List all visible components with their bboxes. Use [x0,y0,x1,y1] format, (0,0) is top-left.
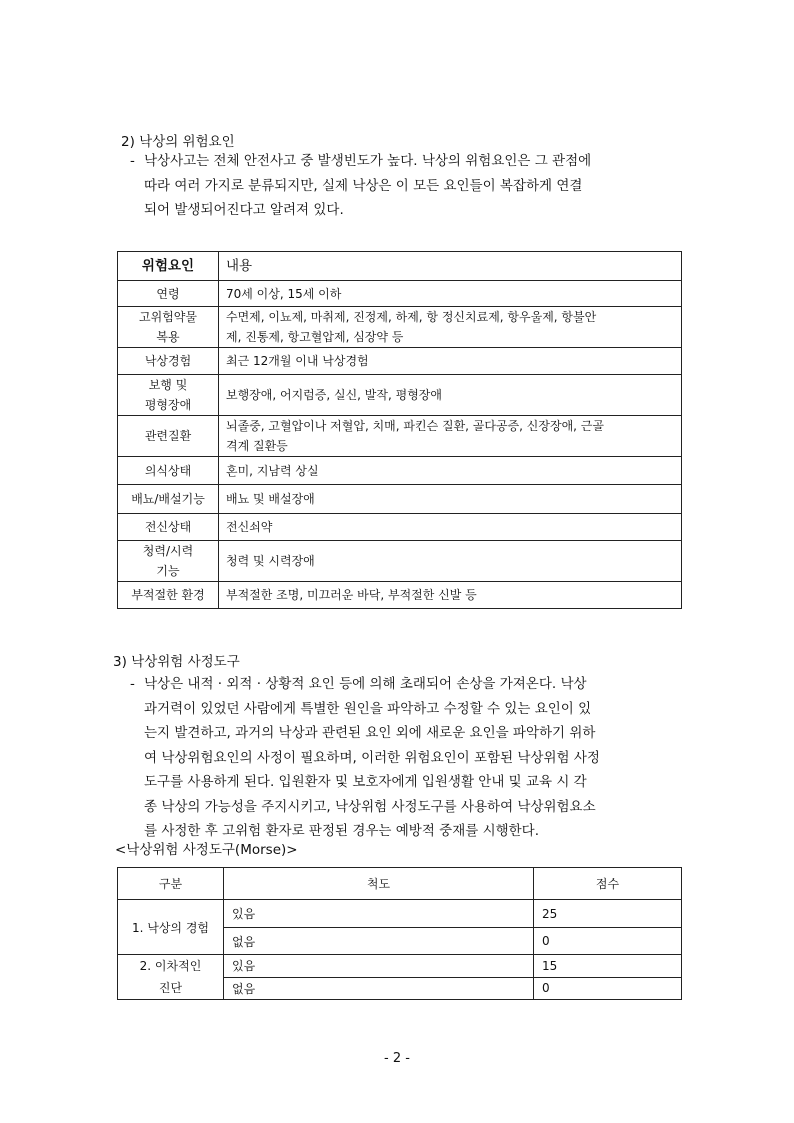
scale-cell: 없음 [224,928,534,955]
table-row [118,514,682,541]
factor-cell [118,348,219,375]
category-text: 2. 이차적인 [139,959,202,973]
section-2-heading: 2) 낙상의 위험요인 [121,134,235,150]
table-row [118,541,682,582]
factor-text: 관련질환 [144,429,192,443]
score-cell: 0 [534,977,682,1000]
paragraph-line: 낙상사고는 전체 안전사고 중 발생빈도가 높다. 낙상의 위험요인은 그 관점에 [144,153,592,169]
table-header-row [118,252,682,281]
paragraph-line: 되어 발생되어진다고 알려져 있다. [144,202,344,218]
factor-cell [118,375,219,416]
content-cell [219,485,682,514]
table-row [118,485,682,514]
header-score: 점수 [534,868,682,900]
content-text: 청력 및 시력장애 [226,554,315,568]
factor-cell [118,541,219,582]
factor-text: 보행 및 [148,378,188,392]
factor-text: 의식상태 [144,463,192,478]
scale-cell: 있음 [224,900,534,928]
content-text: 뇌졸중, 고혈압이나 저혈압, 치매, 파킨슨 질환, 골다공증, 신장장애, 근골 [226,419,604,433]
factor-text: 복용 [156,330,180,344]
table-row [118,375,682,416]
factor-text: 청력/시력 [142,544,194,558]
scale-cell: 있음 [224,955,534,978]
content-text: 수면제, 이뇨제, 마취제, 진정제, 하제, 항 정신치료제, 항우울제, 항불안 [226,310,597,324]
content-text: 최근 12개월 이내 낙상경험 [226,354,369,368]
content-cell [219,375,682,416]
table-row [118,307,682,348]
factor-text: 전신상태 [144,520,192,534]
paragraph-line: 낙상은 내적 · 외적 · 상황적 요인 등에 의해 초래되어 손상을 가져온다. 낙상 [144,676,587,692]
table-row [118,457,682,485]
content-cell [219,514,682,541]
scale-cell: 없음 [224,977,534,1000]
content-text: 배뇨 및 배설장애 [226,492,315,506]
table-row [118,582,682,609]
content-cell [219,348,682,375]
header-scale: 척도 [224,868,534,900]
category-text: 진단 [158,981,183,995]
header-category: 구분 [118,868,224,900]
section-2-paragraph [130,149,592,223]
factor-cell [118,514,219,541]
factor-cell [118,416,219,457]
content-cell [219,582,682,609]
factor-text: 연령 [156,286,180,301]
content-text: 부적절한 조명, 미끄러운 바닥, 부적절한 신발 등 [226,588,477,602]
factor-text: 낙상경험 [144,354,192,368]
table-row [118,348,682,375]
category-cell [118,955,224,1000]
factor-text: 고위험약물 [139,310,197,324]
header-content: 내용 [219,252,682,281]
factor-text: 평형장애 [144,398,192,412]
factor-cell [118,485,219,514]
content-cell [219,541,682,582]
factor-cell [118,582,219,609]
bullet-dash: - [130,676,135,692]
content-text: 제, 진통제, 항고혈압제, 심장약 등 [226,330,404,344]
table-row [118,416,682,457]
paragraph-line: 여 낙상위험요인의 사정이 필요하며, 이러한 위험요인이 포함된 낙상위험 사정 [144,749,600,766]
table-row [118,281,682,307]
content-cell [219,457,682,485]
morse-scale-table [117,867,682,1000]
content-text: 70세 이상, 15세 이하 [226,286,342,301]
bullet-dash: - [130,153,135,169]
paragraph-line: 과거력이 있었던 사람에게 특별한 원인을 파악하고 수정할 수 있는 요인이 있 [144,700,592,717]
section-3-heading: 3) 낙상위험 사정도구 [113,654,240,670]
factor-cell [118,307,219,348]
content-text: 보행장애, 어지럼증, 실신, 발작, 평형장애 [226,388,442,402]
content-text: 격계 질환등 [226,439,288,453]
content-cell [219,416,682,457]
factor-cell [118,457,219,485]
content-cell [219,281,682,307]
score-cell: 0 [534,928,682,955]
risk-factor-table [117,251,682,609]
paragraph-line: 종 낙상의 가능성을 주지시키고, 낙상위험 사정도구를 사용하여 낙상위험요소 [144,798,596,815]
content-text: 혼미, 지남력 상실 [226,463,319,478]
content-text: 전신쇠약 [226,520,273,534]
table-header-row [118,868,682,900]
score-cell: 25 [534,900,682,928]
paragraph-line: 를 사정한 후 고위험 환자로 판정된 경우는 예방적 중재를 시행한다. [144,823,540,839]
category-text: 1. 낙상의 경험 [131,920,210,935]
paragraph-line: 도구를 사용하게 된다. 입원환자 및 보호자에게 입원생활 안내 및 교육 시 각 [144,774,587,790]
paragraph-line: 는지 발견하고, 과거의 낙상과 관련된 요인 외에 새로운 요인을 파악하기 위하 [144,725,596,741]
table-row [118,900,682,928]
factor-text: 기능 [156,564,180,578]
factor-cell [118,281,219,307]
factor-text: 부적절한 환경 [131,588,205,602]
section-3-paragraph [130,672,600,844]
factor-text: 배뇨/배설기능 [131,492,205,506]
page-number: - 2 - [384,1051,410,1066]
score-cell: 15 [534,955,682,978]
category-cell [118,900,224,955]
paragraph-line: 따라 여러 가지로 분류되지만, 실제 낙상은 이 모든 요인들이 복잡하게 연결 [144,177,583,194]
morse-table-caption: <낙상위험 사정도구(Morse)> [115,842,298,858]
content-cell [219,307,682,348]
header-factor: 위험요인 [118,252,219,281]
table-row [118,955,682,978]
